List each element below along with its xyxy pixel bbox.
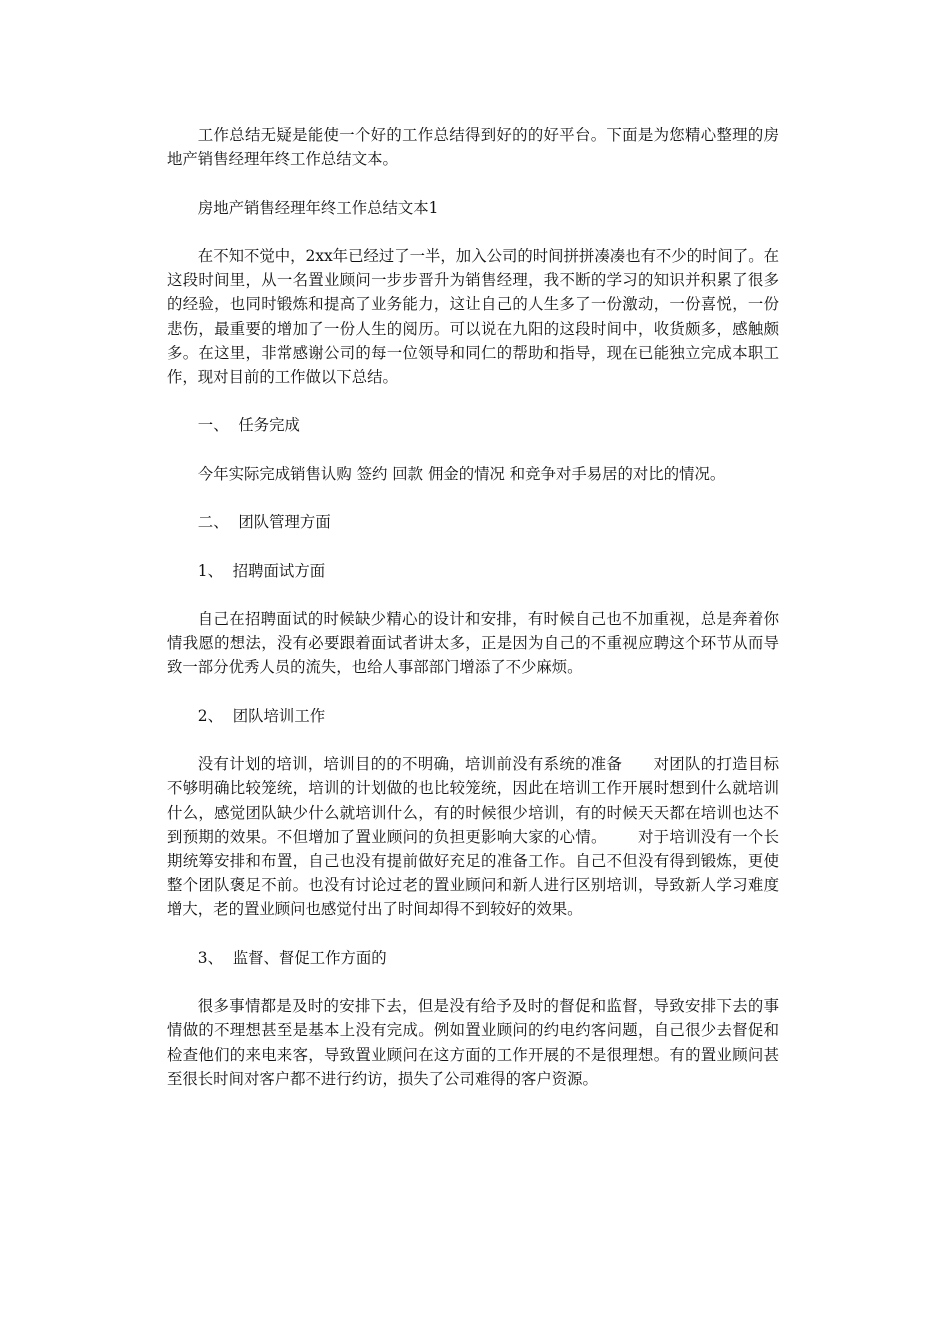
intro-paragraph: 工作总结无疑是能使一个好的工作总结得到好的的好平台。下面是为您精心整理的房地产销售经理年终工作总结文本。: [167, 126, 779, 169]
section-1-paragraph: 今年实际完成销售认购 签约 回款 佣金的情况 和竞争对手易居的对比的情况。: [197, 464, 726, 483]
section-2-heading: 二、 团队管理方面: [197, 513, 331, 532]
subsection-1-paragraph: 自己在招聘面试的时候缺少精心的设计和安排，有时候自己也不加重视，总是奔着你情我愿的想法，没有必要跟着面试者讲太多，正是因为自己的不重视应聘这个环节从而导致一部分优秀人员的流失，也给人事部部门增添了不少麻烦。: [167, 609, 779, 677]
subsection-1-heading: 1、 招聘面试方面: [197, 561, 326, 580]
opening-paragraph: 在不知不觉中，2xx年已经过了一半，加入公司的时间拼拼凑凑也有不少的时间了。在这段时间里，从一名置业顾问一步步晋升为销售经理，我不断的学习的知识并积累了很多的经验，也同时锻炼和提高了业务能力，这让自己的人生多了一份激动，一份喜悦，一份悲伤，最重要的增加了一份人生的阅历。可以说在九阳的这段时间中，收货颇多，感触颇多。在这里，非常感谢公司的每一位领导和同仁的帮助和指导，现在已能独立完成本职工作，现对目前的工作做以下总结。: [167, 246, 780, 386]
document-body: [167, 123, 779, 1115]
subsection-3-paragraph: 很多事情都是及时的安排下去，但是没有给予及时的督促和监督，导致安排下去的事情做的不理想甚至是基本上没有完成。例如置业顾问的约电约客问题，自己很少去督促和检查他们的来电来客，导致置业顾问在这方面的工作开展的不是很理想。有的置业顾问甚至很长时间对客户都不进行约访，损失了公司难得的客户资源。: [167, 997, 779, 1088]
document-subtitle: 房地产销售经理年终工作总结文本1: [197, 198, 439, 217]
subsection-2-heading: 2、 团队培训工作: [197, 706, 326, 725]
subsection-3-heading: 3、 监督、督促工作方面的: [197, 948, 387, 967]
subsection-2-paragraph: 没有计划的培训，培训目的的不明确，培训前没有系统的准备 对团队的打造目标不够明确比较笼统，培训的计划做的也比较笼统，因此在培训工作开展时想到什么就培训什么，感觉团队缺少什么就培训什么，有的时候很少培训，有的时候天天都在培训也达不到预期的效果。不但增加了置业顾问的负担更影响大家的心情。 对于培训没有一个长期统筹安排和布置，自己也没有提前做好充足的准备工作。自己不但没有得到锻炼，更使整个团队褒足不前。也没有讨论过老的置业顾问和新人进行区别培训，导致新人学习难度增大，老的置业顾问也感觉付出了时间却得不到较好的效果。: [167, 755, 779, 919]
section-1-heading: 一、 任务完成: [197, 416, 300, 435]
